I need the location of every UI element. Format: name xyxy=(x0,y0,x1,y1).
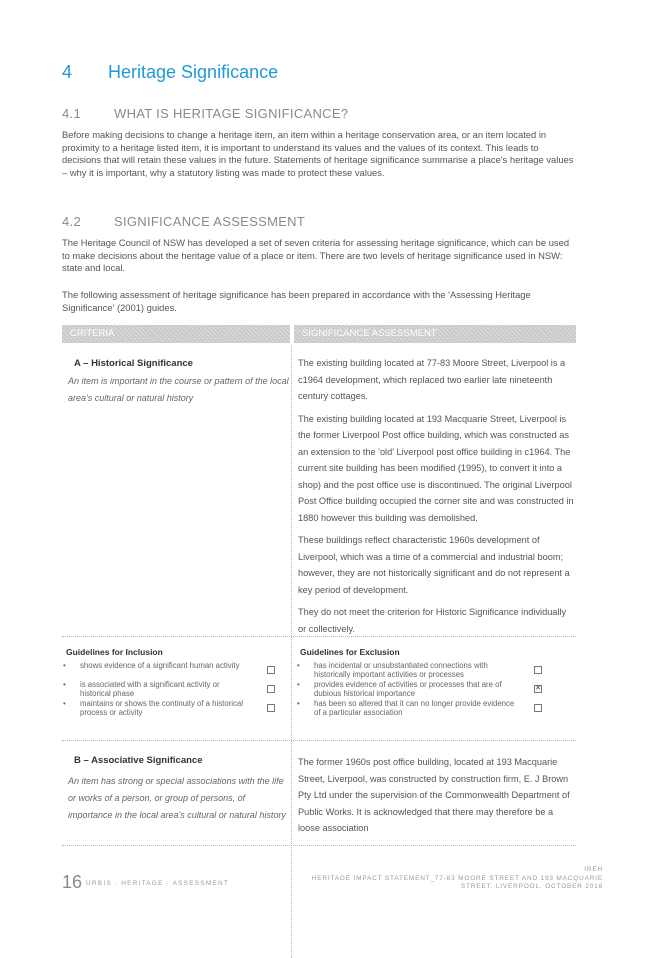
inclusion-guidelines-title: Guidelines for Inclusion xyxy=(66,647,163,657)
inclusion-item: • maintains or shows the continuity of a historical process or activity xyxy=(62,699,277,717)
checkbox[interactable] xyxy=(267,685,275,693)
inclusion-item: • shows evidence of a significant human activity xyxy=(62,661,277,679)
criterion-b-assessment xyxy=(298,754,574,843)
checkbox[interactable] xyxy=(534,666,542,674)
criterion-b-title: B – Associative Significance xyxy=(74,755,203,766)
subsection-number: 4.1 xyxy=(62,106,81,121)
exclusion-guidelines-list xyxy=(296,661,544,718)
subsection-number: 4.2 xyxy=(62,214,81,229)
subsection-heading-4-2 xyxy=(62,214,305,229)
subsection-title: SIGNIFICANCE ASSESSMENT xyxy=(114,214,306,229)
section-title: Heritage Significance xyxy=(108,62,279,82)
assessment-intro-paragraph: The Heritage Council of NSW has developed a set of seven criteria for assessing heritage significance, which can be used to make decisions about the heritage value of a place or item. There are two levels of heritage significance used in NSW: state and local. xyxy=(62,237,570,273)
subsection-heading-4-1 xyxy=(62,106,348,121)
criteria-column-header: CRITERIA xyxy=(62,325,290,343)
assessment-column-header: SIGNIFICANCE ASSESSMENT xyxy=(294,325,576,343)
subsection-title: WHAT IS HERITAGE SIGNIFICANCE? xyxy=(114,106,349,121)
assessment-paragraph: The existing building located at 77-83 Moore Street, Liverpool is a c1964 development, which replaced two earlier late nineteenth century cottages. xyxy=(298,358,566,401)
row-divider xyxy=(62,740,576,741)
section-heading xyxy=(62,62,278,83)
footer-document-info: IREH HERITAGE IMPACT STATEMENT_77-83 MOORE STREET AND 193 MACQUARIE STREET, LIVERPOOL, OCTOBER 2018 xyxy=(311,866,603,890)
criterion-a-title: A – Historical Significance xyxy=(74,358,193,369)
section-number: 4 xyxy=(62,62,73,82)
assessment-guide-paragraph: The following assessment of heritage significance has been prepared in accordance with the 'Assessing Heritage Significance' (2001) guides. xyxy=(62,289,531,313)
exclusion-item: • has been so altered that it can no longer provide evidence of a particular association xyxy=(296,699,544,717)
criterion-a-description: An item is important in the course or pattern of the local area's cultural or natural history xyxy=(68,376,289,403)
heritage-significance-paragraph: Before making decisions to change a heritage item, an item within a heritage conservation area, or an item located in proximity to a heritage listed item, it is important to understand its values and the values of its context. This leads to decisions that will retain these values in the future. Statements of heritage significance summarise a place's heritage values – why it is important, why a statutory listing was made to protect these values. xyxy=(62,129,574,178)
criterion-b-description: An item has strong or special associations with the life or works of a person, or group of persons, of importance in the local area's cultural or natural history xyxy=(68,776,286,820)
checkbox-checked[interactable]: ✕ xyxy=(535,685,541,692)
exclusion-item: • has incidental or unsubstantiated connections with historically important activities or processes xyxy=(296,661,544,679)
footer-company: URBIS · HERITAGE · ASSESSMENT xyxy=(86,880,230,887)
row-divider xyxy=(62,636,576,637)
assessment-paragraph: The former 1960s post office building, located at 193 Macquarie Street, Liverpool, was constructed by construction firm, E. J Brown Pty Ltd under the supervision of the Commonwealth Department of Public Works. It is acknowledged that there may therefore be a loose association xyxy=(298,757,570,833)
checkbox[interactable] xyxy=(267,704,275,712)
assessment-paragraph: They do not meet the criterion for Historic Significance individually or collectively. xyxy=(298,607,567,634)
checkbox[interactable] xyxy=(267,666,275,674)
page-number: 16 xyxy=(62,872,83,892)
assessment-paragraph: The existing building located at 193 Macquarie Street, Liverpool is the former Liverpool Post office building, which was constructed as an extension to the 'old' Liverpool post office building in c1964. The current site building has been modified (1995), to convert it into a shop) and the post office use is discontinued. The original Liverpool Post Office building occupied the corner site and was constructed in 1880 however this building was demolished. xyxy=(298,413,574,523)
inclusion-item: • is associated with a significant activity or historical phase xyxy=(62,680,277,698)
exclusion-guidelines-title: Guidelines for Exclusion xyxy=(300,647,400,657)
checkbox[interactable] xyxy=(534,704,542,712)
assessment-paragraph: These buildings reflect characteristic 1960s development of Liverpool, which was a time of a commercial and industrial boom; however, they are not historically significant and do not represent a key period of development. xyxy=(298,535,570,595)
criterion-a-assessment xyxy=(298,355,574,643)
exclusion-item: • provides evidence of activities or processes that are of dubious historical importance ✕ xyxy=(297,680,541,698)
row-divider xyxy=(62,845,576,846)
column-divider xyxy=(291,345,292,958)
inclusion-guidelines-list xyxy=(62,661,277,718)
